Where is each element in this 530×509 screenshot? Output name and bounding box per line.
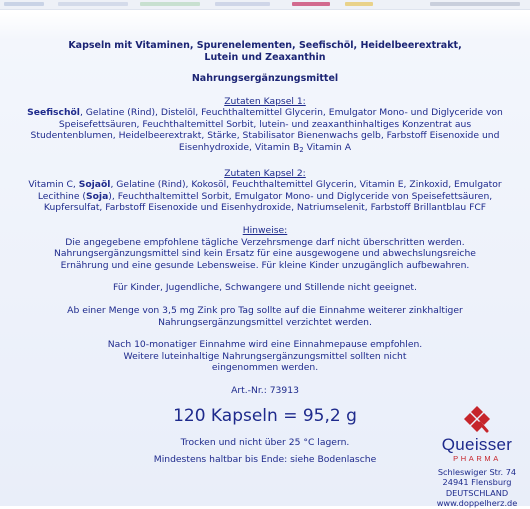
best-before-note: Mindestens haltbar bis Ende: siehe Bodenlasche <box>153 454 377 466</box>
strip-segment <box>140 2 200 6</box>
note-line: Nach 10-monatiger Einnahme wird eine Einnahmepause empfohlen. <box>107 339 423 351</box>
manufacturer-block <box>430 404 524 509</box>
address-line: Schleswiger Str. 74 <box>437 467 517 477</box>
strip-segment <box>430 2 520 6</box>
brand-subline: PHARMA <box>453 454 501 463</box>
strip-segment <box>4 2 44 6</box>
allergen-fish-oil: Seefischöl <box>27 107 80 119</box>
ingredient-text: Speisefettsäuren, Feuchthaltemittel Sorbit, lutein- und zeaxanthinhaltiges Konzentrat aus <box>58 118 472 130</box>
address-line: 24941 Flensburg <box>442 477 512 488</box>
product-title <box>14 40 516 64</box>
strip-segment <box>292 2 330 6</box>
strip-segment <box>345 2 373 6</box>
ingredient-text: Studentenblumen, Heidelbeerextrakt, Stärke, Stabilisator Bienenwachs gelb, Farbstoff Eisenoxide und <box>30 130 500 142</box>
capsule1-ingredients <box>14 107 516 156</box>
note-line: eingenommen werden. <box>211 362 319 374</box>
capsule1-heading: Zutaten Kapsel 1: <box>224 95 306 107</box>
note-line: Nahrungsergänzungsmittel verzichtet werden. <box>158 316 372 328</box>
ingredient-text: Eisenhydroxide, Vitamin B <box>178 141 300 153</box>
top-edge-strip <box>0 0 530 10</box>
manufacturer-address <box>430 467 524 509</box>
queisser-logo-icon <box>462 404 492 434</box>
quantity: 120 Kapseln = 95,2 g <box>173 406 357 427</box>
ingredient-text: , Gelatine (Rind), Kokosöl, Feuchthaltemittel Glycerin, Vitamin E, Zinkoxid, Emulgator <box>110 179 502 191</box>
ingredient-text: Lecithine ( <box>37 190 86 202</box>
brand-name: Queisser <box>441 435 513 454</box>
storage-note: Trocken und nicht über 25 °C lagern. <box>180 437 350 449</box>
strip-segment <box>58 2 128 6</box>
website-link[interactable]: www.doppelherz.de <box>436 498 518 509</box>
allergen-soy-oil: Sojaöl <box>78 179 111 191</box>
ingredient-text: Vitamin A <box>303 141 352 153</box>
label-text <box>14 40 516 466</box>
subscript: 2 <box>299 145 304 154</box>
notes-heading: Hinweise: <box>242 224 288 236</box>
ingredient-text: ), Feuchthaltemittel Sorbit, Emulgator Mono- und Diglyceride von Speisefettsäuren, <box>108 190 493 202</box>
notes-paragraph: Für Kinder, Jugendliche, Schwangere und Stillende nicht geeignet. <box>113 282 417 294</box>
note-line: Ab einer Menge von 3,5 mg Zink pro Tag sollte auf die Einnahme weiterer zinkhaltiger <box>67 304 463 316</box>
article-number: Art.-Nr.: 73913 <box>231 384 299 396</box>
notes-paragraph <box>14 237 516 272</box>
notes-paragraph <box>14 339 516 374</box>
capsule2-ingredients <box>14 179 516 214</box>
product-title-line: Lutein und Zeaxanthin <box>204 52 326 63</box>
notes-paragraph <box>14 305 516 328</box>
note-line: Ernährung und eine gesunde Lebensweise. Für kleine Kinder unzugänglich aufbewahren. <box>60 259 470 271</box>
ingredient-text: , Gelatine (Rind), Distelöl, Feuchthaltemittel Glycerin, Emulgator Mono- und Diglyceride von <box>79 107 503 119</box>
capsule2-heading: Zutaten Kapsel 2: <box>224 167 306 179</box>
note-line: Weitere luteinhaltige Nahrungsergänzungsmittel sollten nicht <box>123 350 407 362</box>
address-line: DEUTSCHLAND <box>445 487 509 498</box>
ingredient-text: Vitamin C, <box>28 179 79 191</box>
ingredient-text: Kupfersulfat, Farbstoff Eisenoxide und Eisenhydroxide, Natriumselenit, Farbstoff Brillantblau FCF <box>43 202 487 214</box>
product-category: Nahrungsergänzungsmittel <box>191 73 339 84</box>
note-line: Die angegebene empfohlene tägliche Verzehrsmenge darf nicht überschritten werden. <box>65 236 465 248</box>
allergen-soy: Soja <box>85 190 109 202</box>
note-line: Nahrungsergänzungsmittel sind kein Ersatz für eine ausgewogene und abwechslungsreiche <box>54 248 476 260</box>
product-title-line: Kapseln mit Vitaminen, Spurenelementen, Seefischöl, Heidelbeerextrakt, <box>68 40 462 51</box>
strip-segment <box>215 2 270 6</box>
